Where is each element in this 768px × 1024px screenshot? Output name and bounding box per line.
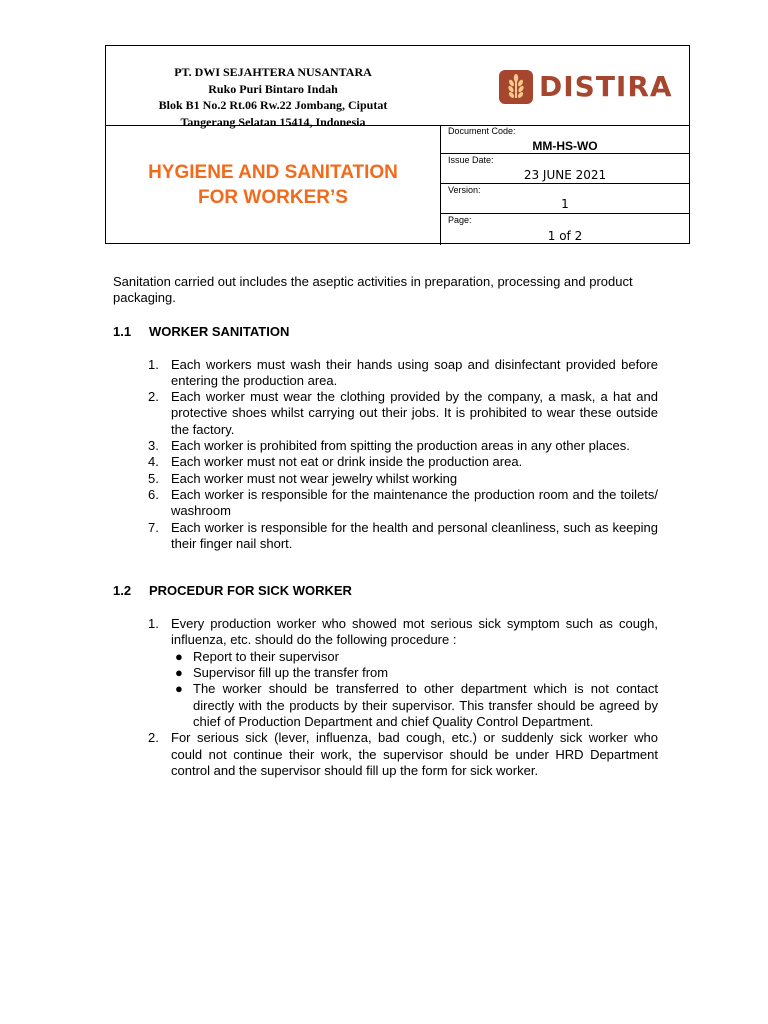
bullet-icon: ● [175,681,183,697]
item-text: For serious sick (lever, influenza, bad cough, etc.) or suddenly sick worker who could not continue their work, the supervisor should be under HRD Department control and the supervisor should fill up the form for sick worker. [171,730,658,778]
section-heading [113,583,658,599]
version-value: 1 [561,197,569,211]
page-label: Page: [448,215,472,225]
address-line: Blok B1 No.2 Rt.06 Rw.22 Jombang, Ciputat [158,98,388,112]
list-item [113,616,658,730]
section-title: WORKER SANITATION [149,323,290,339]
item-number: 5. [148,470,159,486]
logo-text: DISTIRA [539,70,673,103]
bullet-text: Supervisor fill up the transfer from [193,665,389,681]
issue-date-value: 23 JUNE 2021 [523,168,607,182]
bullet-icon: ● [175,665,183,681]
item-text: Each worker must not eat or drink inside the production area. [171,454,523,470]
bullet-item [171,649,658,665]
list-item [113,454,658,470]
item-number: 1. [148,616,159,632]
item-text: Each worker must not wear jewelry whilst working [171,470,458,486]
list-item [113,438,658,454]
bullet-icon: ● [175,648,183,664]
info-row-divider [440,213,690,214]
bullet-text: The worker should be transferred to other department which is not contact directly with the products by their supervisor. This transfer should be agreed by chief of Production Department and chief Quality Control Department. [193,681,658,729]
item-number: 1. [148,356,159,372]
item-text: Each worker is responsible for the maintenance the production room and the toilets/ washroom [171,486,658,519]
version-label: Version: [448,185,481,195]
company-address [106,64,440,130]
list-item [113,389,658,438]
bullet-item [171,681,658,730]
item-text: Each worker is prohibited from spitting the production areas in any other places. [171,438,630,454]
list-item [113,730,658,779]
sick-worker-procedure-list [113,616,658,779]
document-code-value: MM-HS-WO [532,139,598,153]
item-number: 7. [148,519,159,535]
address-line: Tangerang Selatan 15414, Indonesia [180,114,366,129]
info-row-divider [440,183,690,184]
section-number: 1.1 [113,323,132,339]
item-number: 6. [148,486,159,502]
section-number: 1.2 [113,583,132,599]
section-heading [113,324,658,340]
item-number: 3. [148,438,159,454]
worker-sanitation-list [113,357,658,553]
document-title [106,160,440,210]
bullet-text: Report to their supervisor [193,648,339,664]
section-title: PROCEDUR FOR SICK WORKER [149,583,352,599]
company-name: PT. DWI SEJAHTERA NUSANTARA [174,65,372,79]
intro-paragraph: Sanitation carried out includes the aseptic activities in preparation, processing and product packaging. [113,274,633,306]
address-line: Ruko Puri Bintaro Indah [208,81,338,96]
wheat-logo-icon [499,70,533,104]
list-item [113,520,658,553]
document-body [113,274,658,779]
document-header [105,45,690,244]
distira-logo [499,70,679,106]
item-number: 2. [148,730,159,746]
item-text: Every production worker who showed mot serious sick symptom such as cough, influenza, etc. should do the following procedure : [171,616,658,648]
issue-date-label: Issue Date: [448,155,494,165]
document-code-label: Document Code: [448,126,516,136]
procedure-bullets [171,649,658,730]
title-line: FOR WORKER’S [198,187,348,208]
info-row-divider [440,153,690,154]
item-text: Each worker is responsible for the health and personal cleanliness, such as keeping their finger nail short. [171,519,658,551]
page-value: 1 of 2 [547,229,583,243]
item-number: 2. [148,389,159,405]
title-line: HYGIENE AND SANITATION [148,162,398,183]
item-text: Each workers must wash their hands using soap and disinfectant provided before entering the production area. [171,356,658,388]
bullet-item [171,665,658,681]
item-text: Each worker must wear the clothing provided by the company, a mask, a hat and protective shoes whilst carrying out their jobs. It is prohibited to wear these outside the factory. [171,389,658,437]
list-item [113,487,658,520]
list-item [113,471,658,487]
list-item [113,357,658,390]
item-number: 4. [148,454,159,470]
